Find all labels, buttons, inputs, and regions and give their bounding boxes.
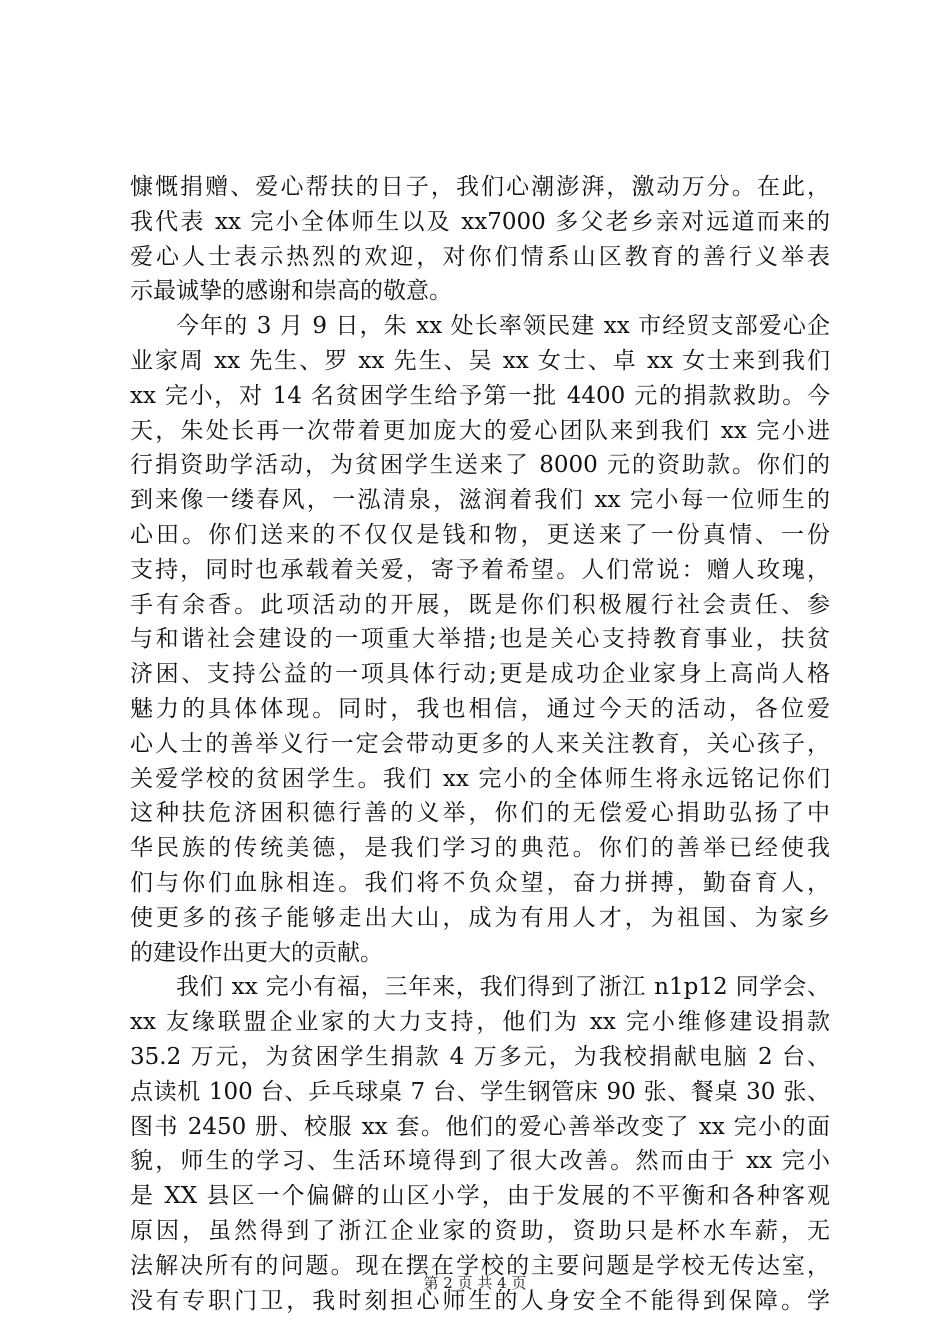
text-line: 爱心人士表示热烈的欢迎，对你们情系山区教育的善行义举表 — [130, 243, 830, 270]
text-line: 貌，师生的学习、生活环境得到了很大改善。然而由于 xx 完小 — [130, 1148, 830, 1175]
text-line: 这种扶危济困积德行善的义举，你们的无偿爱心捐助弘扬了中 — [130, 800, 830, 827]
text-line: 法解决所有的问题。现在摆在学校的主要问题是学校无传达室， — [130, 1252, 830, 1279]
text-line: 业家周 xx 先生、罗 xx 先生、吴 xx 女士、卓 xx 女士来到我们 — [130, 347, 830, 374]
text-line: 35.2 万元，为贫困学生捐款 4 万多元，为我校捐献电脑 2 台、 — [130, 1043, 830, 1070]
text-line: 与和谐社会建设的一项重大举措;也是关心支持教育事业，扶贫 — [130, 626, 830, 653]
text-line: 行捐资助学活动，为贫困学生送来了 8000 元的资助款。你们的 — [130, 452, 830, 479]
paragraph-2 — [130, 309, 830, 970]
text-line: 的建设作出更大的贡献。 — [130, 939, 383, 966]
text-line: 使更多的孩子能够走出大山，成为有用人才，为祖国、为家乡 — [130, 904, 830, 931]
text-line: 天，朱处长再一次带着更加庞大的爱心团队来到我们 xx 完小进 — [130, 417, 830, 444]
text-line: 图书 2450 册、校服 xx 套。他们的爱心善举改变了 xx 完小的面 — [130, 1113, 830, 1140]
text-line: 手有余香。此项活动的开展，既是你们积极履行社会责任、参 — [130, 591, 830, 618]
text-line: xx 友缘联盟企业家的大力支持，他们为 xx 完小维修建设捐款 — [130, 1009, 830, 1036]
text-line: 我们 xx 完小有福，三年来，我们得到了浙江 n1p12 同学会、 — [176, 974, 830, 1001]
text-line: 今年的 3 月 9 日，朱 xx 处长率领民建 xx 市经贸支部爱心企 — [176, 313, 830, 340]
page-number: 第 2 页 共 4 页 — [423, 1274, 527, 1292]
text-line: 我代表 xx 完小全体师生以及 xx7000 多父老乡亲对远道而来的 — [130, 208, 830, 235]
body-text — [130, 170, 830, 1318]
text-line: 到来像一缕春风，一泓清泉，滋润着我们 xx 完小每一位师生的 — [130, 487, 830, 514]
text-line: 没有专职门卫，我时刻担心师生的人身安全不能得到保障。学 — [130, 1287, 830, 1314]
paragraph-3 — [130, 970, 830, 1318]
text-line: 心田。你们送来的不仅仅是钱和物，更送来了一份真情、一份 — [130, 521, 830, 548]
text-line: 慷慨捐赠、爱心帮扶的日子，我们心潮澎湃，激动万分。在此， — [130, 174, 830, 200]
text-line: 是 XX 县区一个偏僻的山区小学，由于发展的不平衡和各种客观 — [130, 1183, 830, 1210]
paragraph-1 — [130, 170, 830, 309]
text-line: 示最诚挚的感谢和崇高的敬意。 — [130, 278, 452, 305]
text-line: 点读机 100 台、乒乓球桌 7 台、学生钢管床 90 张、餐桌 30 张、 — [130, 1078, 830, 1105]
text-line: 济困、支持公益的一项具体行动;更是成功企业家身上高尚人格 — [130, 661, 830, 688]
text-line: 支持，同时也承载着关爱，寄予着希望。人们常说：赠人玫瑰， — [130, 556, 830, 583]
text-line: 心人士的善举义行一定会带动更多的人来关注教育，关心孩子， — [130, 730, 830, 757]
text-line: 华民族的传统美德，是我们学习的典范。你们的善举已经使我 — [130, 835, 830, 862]
text-line: 关爱学校的贫困学生。我们 xx 完小的全体师生将永远铭记你们 — [130, 765, 830, 792]
text-line: 魅力的具体体现。同时，我也相信，通过今天的活动，各位爱 — [130, 695, 830, 722]
text-line: xx 完小，对 14 名贫困学生给予第一批 4400 元的捐款救助。今 — [130, 382, 830, 409]
text-line: 原因，虽然得到了浙江企业家的资助，资助只是杯水车薪，无 — [130, 1217, 830, 1244]
text-line: 们与你们血脉相连。我们将不负众望，奋力拼搏，勤奋育人， — [130, 869, 830, 896]
